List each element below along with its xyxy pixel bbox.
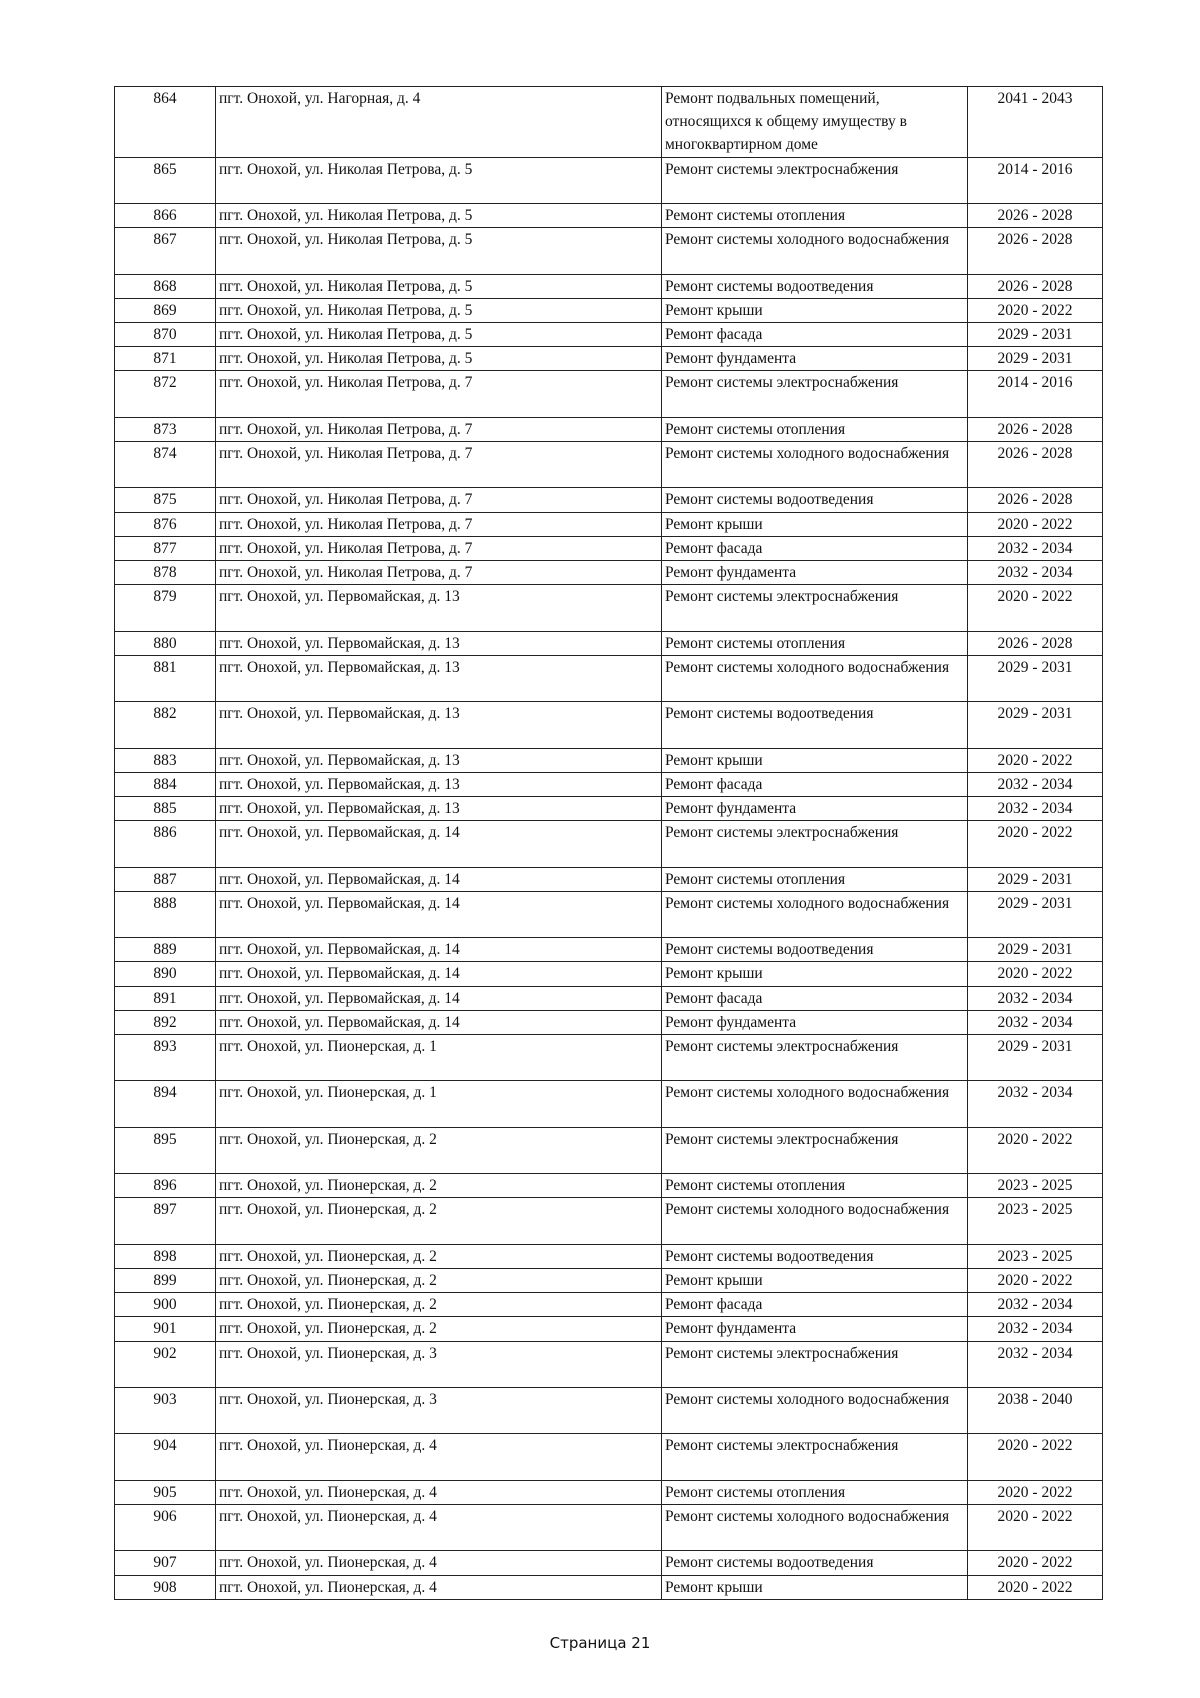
address-cell: пгт. Онохой, ул. Пионерская, д. 3: [216, 1387, 662, 1433]
work-type-cell: Ремонт системы отопления: [662, 631, 968, 655]
table-row: [115, 157, 1103, 203]
address-cell: пгт. Онохой, ул. Николая Петрова, д. 5: [216, 204, 662, 228]
address-cell: пгт. Онохой, ул. Николая Петрова, д. 7: [216, 512, 662, 536]
table-row: [115, 1480, 1103, 1504]
row-number-cell: 874: [115, 442, 216, 488]
period-cell: 2026 - 2028: [968, 442, 1103, 488]
work-type-cell: Ремонт системы холодного водоснабжения: [662, 655, 968, 701]
address-cell: пгт. Онохой, ул. Пионерская, д. 2: [216, 1244, 662, 1268]
row-number-cell: 892: [115, 1010, 216, 1034]
work-type-cell: Ремонт системы холодного водоснабжения: [662, 891, 968, 937]
table-row: [115, 1341, 1103, 1387]
work-type-cell: Ремонт системы электроснабжения: [662, 585, 968, 631]
row-number-cell: 898: [115, 1244, 216, 1268]
table-row: [115, 655, 1103, 701]
address-cell: пгт. Онохой, ул. Николая Петрова, д. 7: [216, 536, 662, 560]
address-cell: пгт. Онохой, ул. Николая Петрова, д. 7: [216, 442, 662, 488]
work-type-cell: Ремонт фундамента: [662, 1317, 968, 1341]
period-cell: 2023 - 2025: [968, 1244, 1103, 1268]
row-number-cell: 876: [115, 512, 216, 536]
row-number-cell: 888: [115, 891, 216, 937]
work-type-cell: Ремонт фундамента: [662, 1010, 968, 1034]
work-type-cell: Ремонт фасада: [662, 1293, 968, 1317]
table-row: [115, 962, 1103, 986]
row-number-cell: 866: [115, 204, 216, 228]
table-row: [115, 1244, 1103, 1268]
work-type-cell: Ремонт системы электроснабжения: [662, 1434, 968, 1480]
row-number-cell: 875: [115, 488, 216, 512]
period-cell: 2014 - 2016: [968, 371, 1103, 417]
table-row: [115, 512, 1103, 536]
address-cell: пгт. Онохой, ул. Пионерская, д. 4: [216, 1575, 662, 1599]
address-cell: пгт. Онохой, ул. Нагорная, д. 4: [216, 87, 662, 158]
table-row: [115, 1434, 1103, 1480]
address-cell: пгт. Онохой, ул. Николая Петрова, д. 7: [216, 371, 662, 417]
period-cell: 2041 - 2043: [968, 87, 1103, 158]
row-number-cell: 885: [115, 796, 216, 820]
row-number-cell: 884: [115, 772, 216, 796]
table-row: [115, 298, 1103, 322]
period-cell: 2026 - 2028: [968, 417, 1103, 441]
work-type-cell: Ремонт системы водоотведения: [662, 938, 968, 962]
address-cell: пгт. Онохой, ул. Пионерская, д. 4: [216, 1480, 662, 1504]
address-cell: пгт. Онохой, ул. Первомайская, д. 14: [216, 962, 662, 986]
address-cell: пгт. Онохой, ул. Пионерская, д. 4: [216, 1504, 662, 1550]
period-cell: 2014 - 2016: [968, 157, 1103, 203]
row-number-cell: 870: [115, 323, 216, 347]
row-number-cell: 880: [115, 631, 216, 655]
row-number-cell: 901: [115, 1317, 216, 1341]
table-row: [115, 867, 1103, 891]
table-body: [115, 87, 1103, 1600]
table-row: [115, 1551, 1103, 1575]
period-cell: 2020 - 2022: [968, 1551, 1103, 1575]
table-row: [115, 371, 1103, 417]
table-row: [115, 986, 1103, 1010]
address-cell: пгт. Онохой, ул. Пионерская, д. 3: [216, 1341, 662, 1387]
row-number-cell: 869: [115, 298, 216, 322]
period-cell: 2032 - 2034: [968, 772, 1103, 796]
table-row: [115, 772, 1103, 796]
work-type-cell: Ремонт системы водоотведения: [662, 702, 968, 748]
period-cell: 2029 - 2031: [968, 867, 1103, 891]
period-cell: 2029 - 2031: [968, 347, 1103, 371]
period-cell: 2029 - 2031: [968, 1034, 1103, 1080]
period-cell: 2020 - 2022: [968, 1127, 1103, 1173]
period-cell: 2032 - 2034: [968, 536, 1103, 560]
table-row: [115, 585, 1103, 631]
address-cell: пгт. Онохой, ул. Первомайская, д. 14: [216, 1010, 662, 1034]
row-number-cell: 897: [115, 1198, 216, 1244]
work-type-cell: Ремонт системы электроснабжения: [662, 371, 968, 417]
period-cell: 2026 - 2028: [968, 228, 1103, 274]
address-cell: пгт. Онохой, ул. Николая Петрова, д. 5: [216, 274, 662, 298]
address-cell: пгт. Онохой, ул. Первомайская, д. 13: [216, 748, 662, 772]
period-cell: 2029 - 2031: [968, 702, 1103, 748]
work-type-cell: Ремонт фасада: [662, 536, 968, 560]
row-number-cell: 894: [115, 1081, 216, 1127]
row-number-cell: 881: [115, 655, 216, 701]
address-cell: пгт. Онохой, ул. Николая Петрова, д. 7: [216, 488, 662, 512]
table-row: [115, 561, 1103, 585]
period-cell: 2026 - 2028: [968, 204, 1103, 228]
address-cell: пгт. Онохой, ул. Николая Петрова, д. 7: [216, 561, 662, 585]
address-cell: пгт. Онохой, ул. Первомайская, д. 14: [216, 938, 662, 962]
table-row: [115, 702, 1103, 748]
work-type-cell: Ремонт крыши: [662, 512, 968, 536]
period-cell: 2020 - 2022: [968, 962, 1103, 986]
address-cell: пгт. Онохой, ул. Николая Петрова, д. 5: [216, 298, 662, 322]
work-type-cell: Ремонт системы водоотведения: [662, 1551, 968, 1575]
table-row: [115, 442, 1103, 488]
address-cell: пгт. Онохой, ул. Первомайская, д. 14: [216, 891, 662, 937]
row-number-cell: 896: [115, 1174, 216, 1198]
page-number: Страница 21: [549, 1634, 651, 1652]
period-cell: 2029 - 2031: [968, 323, 1103, 347]
row-number-cell: 879: [115, 585, 216, 631]
address-cell: пгт. Онохой, ул. Пионерская, д. 2: [216, 1198, 662, 1244]
table-row: [115, 748, 1103, 772]
address-cell: пгт. Онохой, ул. Николая Петрова, д. 5: [216, 347, 662, 371]
address-cell: пгт. Онохой, ул. Пионерская, д. 4: [216, 1434, 662, 1480]
period-cell: 2026 - 2028: [968, 488, 1103, 512]
address-cell: пгт. Онохой, ул. Николая Петрова, д. 5: [216, 323, 662, 347]
table-row: [115, 631, 1103, 655]
work-type-cell: Ремонт системы холодного водоснабжения: [662, 1504, 968, 1550]
address-cell: пгт. Онохой, ул. Николая Петрова, д. 5: [216, 228, 662, 274]
work-type-cell: Ремонт системы холодного водоснабжения: [662, 228, 968, 274]
work-type-cell: Ремонт системы холодного водоснабжения: [662, 1198, 968, 1244]
row-number-cell: 868: [115, 274, 216, 298]
period-cell: 2020 - 2022: [968, 1268, 1103, 1292]
table-row: [115, 1081, 1103, 1127]
table-row: [115, 204, 1103, 228]
address-cell: пгт. Онохой, ул. Пионерская, д. 1: [216, 1081, 662, 1127]
work-type-cell: Ремонт системы отопления: [662, 1480, 968, 1504]
table-row: [115, 796, 1103, 820]
address-cell: пгт. Онохой, ул. Пионерская, д. 2: [216, 1174, 662, 1198]
table-row: [115, 1198, 1103, 1244]
work-type-cell: Ремонт фундамента: [662, 561, 968, 585]
period-cell: 2032 - 2034: [968, 1081, 1103, 1127]
table-row: [115, 891, 1103, 937]
table-row: [115, 347, 1103, 371]
row-number-cell: 877: [115, 536, 216, 560]
address-cell: пгт. Онохой, ул. Первомайская, д. 14: [216, 986, 662, 1010]
address-cell: пгт. Онохой, ул. Пионерская, д. 2: [216, 1317, 662, 1341]
work-type-cell: Ремонт системы электроснабжения: [662, 821, 968, 867]
table-row: [115, 1293, 1103, 1317]
table-row: [115, 821, 1103, 867]
address-cell: пгт. Онохой, ул. Первомайская, д. 13: [216, 631, 662, 655]
table-row: [115, 1317, 1103, 1341]
row-number-cell: 889: [115, 938, 216, 962]
row-number-cell: 882: [115, 702, 216, 748]
period-cell: 2038 - 2040: [968, 1387, 1103, 1433]
work-type-cell: Ремонт подвальных помещений, относящихся к общему имуществу в многоквартирном доме: [662, 87, 968, 158]
work-type-cell: Ремонт фундамента: [662, 347, 968, 371]
work-type-cell: Ремонт системы отопления: [662, 204, 968, 228]
work-type-cell: Ремонт системы электроснабжения: [662, 1034, 968, 1080]
address-cell: пгт. Онохой, ул. Первомайская, д. 13: [216, 702, 662, 748]
row-number-cell: 865: [115, 157, 216, 203]
work-type-cell: Ремонт крыши: [662, 748, 968, 772]
period-cell: 2029 - 2031: [968, 655, 1103, 701]
row-number-cell: 872: [115, 371, 216, 417]
address-cell: пгт. Онохой, ул. Первомайская, д. 14: [216, 821, 662, 867]
row-number-cell: 871: [115, 347, 216, 371]
period-cell: 2023 - 2025: [968, 1198, 1103, 1244]
period-cell: 2029 - 2031: [968, 891, 1103, 937]
work-type-cell: Ремонт крыши: [662, 298, 968, 322]
row-number-cell: 864: [115, 87, 216, 158]
row-number-cell: 904: [115, 1434, 216, 1480]
work-type-cell: Ремонт системы холодного водоснабжения: [662, 1081, 968, 1127]
table-row: [115, 417, 1103, 441]
table-row: [115, 1387, 1103, 1433]
period-cell: 2020 - 2022: [968, 585, 1103, 631]
address-cell: пгт. Онохой, ул. Николая Петрова, д. 7: [216, 417, 662, 441]
period-cell: 2032 - 2034: [968, 1341, 1103, 1387]
period-cell: 2020 - 2022: [968, 1504, 1103, 1550]
work-type-cell: Ремонт системы водоотведения: [662, 488, 968, 512]
address-cell: пгт. Онохой, ул. Николая Петрова, д. 5: [216, 157, 662, 203]
table-row: [115, 274, 1103, 298]
period-cell: 2020 - 2022: [968, 1480, 1103, 1504]
row-number-cell: 873: [115, 417, 216, 441]
address-cell: пгт. Онохой, ул. Пионерская, д. 2: [216, 1268, 662, 1292]
period-cell: 2032 - 2034: [968, 1317, 1103, 1341]
row-number-cell: 878: [115, 561, 216, 585]
row-number-cell: 902: [115, 1341, 216, 1387]
row-number-cell: 907: [115, 1551, 216, 1575]
period-cell: 2032 - 2034: [968, 561, 1103, 585]
work-type-cell: Ремонт системы отопления: [662, 1174, 968, 1198]
work-type-cell: Ремонт системы отопления: [662, 417, 968, 441]
period-cell: 2032 - 2034: [968, 796, 1103, 820]
address-cell: пгт. Онохой, ул. Пионерская, д. 4: [216, 1551, 662, 1575]
table-row: [115, 1268, 1103, 1292]
address-cell: пгт. Онохой, ул. Первомайская, д. 13: [216, 655, 662, 701]
row-number-cell: 895: [115, 1127, 216, 1173]
address-cell: пгт. Онохой, ул. Первомайская, д. 13: [216, 585, 662, 631]
row-number-cell: 900: [115, 1293, 216, 1317]
table-row: [115, 1575, 1103, 1599]
period-cell: 2032 - 2034: [968, 1293, 1103, 1317]
period-cell: 2020 - 2022: [968, 1434, 1103, 1480]
work-type-cell: Ремонт системы отопления: [662, 867, 968, 891]
work-type-cell: Ремонт системы водоотведения: [662, 274, 968, 298]
page-footer: [0, 1634, 1200, 1652]
table-row: [115, 1127, 1103, 1173]
table-row: [115, 1010, 1103, 1034]
table-row: [115, 1174, 1103, 1198]
table-row: [115, 488, 1103, 512]
period-cell: 2023 - 2025: [968, 1174, 1103, 1198]
period-cell: 2020 - 2022: [968, 512, 1103, 536]
work-type-cell: Ремонт фасада: [662, 323, 968, 347]
work-type-cell: Ремонт системы холодного водоснабжения: [662, 442, 968, 488]
row-number-cell: 890: [115, 962, 216, 986]
row-number-cell: 905: [115, 1480, 216, 1504]
row-number-cell: 903: [115, 1387, 216, 1433]
row-number-cell: 899: [115, 1268, 216, 1292]
work-type-cell: Ремонт фундамента: [662, 796, 968, 820]
period-cell: 2026 - 2028: [968, 274, 1103, 298]
row-number-cell: 891: [115, 986, 216, 1010]
period-cell: 2029 - 2031: [968, 938, 1103, 962]
work-type-cell: Ремонт крыши: [662, 962, 968, 986]
repair-schedule-table: [114, 86, 1103, 1600]
period-cell: 2020 - 2022: [968, 1575, 1103, 1599]
work-type-cell: Ремонт крыши: [662, 1575, 968, 1599]
address-cell: пгт. Онохой, ул. Первомайская, д. 14: [216, 867, 662, 891]
address-cell: пгт. Онохой, ул. Пионерская, д. 2: [216, 1127, 662, 1173]
address-cell: пгт. Онохой, ул. Пионерская, д. 2: [216, 1293, 662, 1317]
period-cell: 2020 - 2022: [968, 298, 1103, 322]
work-type-cell: Ремонт крыши: [662, 1268, 968, 1292]
table-row: [115, 938, 1103, 962]
work-type-cell: Ремонт системы электроснабжения: [662, 1341, 968, 1387]
row-number-cell: 886: [115, 821, 216, 867]
row-number-cell: 893: [115, 1034, 216, 1080]
work-type-cell: Ремонт системы электроснабжения: [662, 1127, 968, 1173]
period-cell: 2026 - 2028: [968, 631, 1103, 655]
period-cell: 2020 - 2022: [968, 748, 1103, 772]
work-type-cell: Ремонт системы водоотведения: [662, 1244, 968, 1268]
work-type-cell: Ремонт системы холодного водоснабжения: [662, 1387, 968, 1433]
work-type-cell: Ремонт системы электроснабжения: [662, 157, 968, 203]
period-cell: 2020 - 2022: [968, 821, 1103, 867]
row-number-cell: 887: [115, 867, 216, 891]
work-type-cell: Ремонт фасада: [662, 986, 968, 1010]
address-cell: пгт. Онохой, ул. Первомайская, д. 13: [216, 772, 662, 796]
table-row: [115, 323, 1103, 347]
table-row: [115, 536, 1103, 560]
row-number-cell: 867: [115, 228, 216, 274]
table-row: [115, 228, 1103, 274]
address-cell: пгт. Онохой, ул. Пионерская, д. 1: [216, 1034, 662, 1080]
work-type-cell: Ремонт фасада: [662, 772, 968, 796]
period-cell: 2032 - 2034: [968, 986, 1103, 1010]
table-row: [115, 1504, 1103, 1550]
row-number-cell: 906: [115, 1504, 216, 1550]
period-cell: 2032 - 2034: [968, 1010, 1103, 1034]
row-number-cell: 883: [115, 748, 216, 772]
row-number-cell: 908: [115, 1575, 216, 1599]
address-cell: пгт. Онохой, ул. Первомайская, д. 13: [216, 796, 662, 820]
table-row: [115, 1034, 1103, 1080]
table-row: [115, 87, 1103, 158]
